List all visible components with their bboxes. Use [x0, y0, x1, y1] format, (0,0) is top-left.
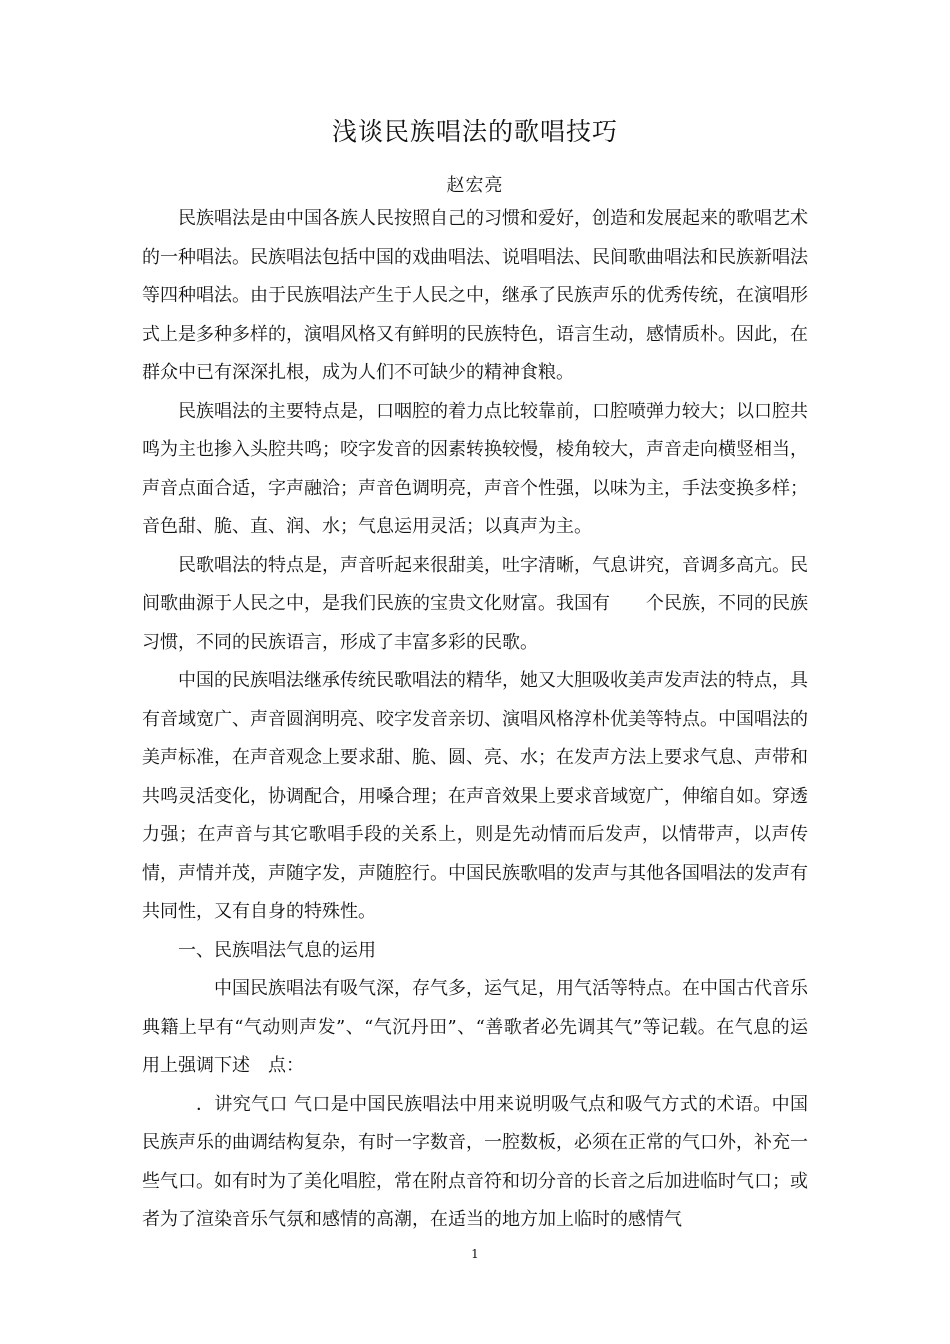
paragraph: 中国的民族唱法继承传统民歌唱法的精华，她又大胆吸收美声发声法的特点，具有音域宽广、声音圆润明亮、咬字发音亲切、演唱风格淳朴优美等特点。中国唱法的美声标准，在声音观念上要求甜、脆、圆、亮、水；在发声方法上要求气息、声带和共鸣灵活变化，协调配合，用嗓合理；在声音效果上要求音域宽广，伸缩自如。穿透力强；在声音与其它歌唱手段的关系上，则是先动情而后发声，以情带声，以声传情，声情并茂，声随字发，声随腔行。中国民族歌唱的发声与其他各国唱法的发声有共同性，又有自身的特殊性。 [142, 670, 808, 922]
section-paragraph: 中国民族唱法有吸气深，存气多，运气足，用气活等特点。在中国古代音乐典籍上早有“气动则声发”、“气沉丹田”、“善歌者必先调其气”等记载。在气息的运用上强调下述 点： [142, 978, 808, 1076]
list-item-paragraph: ．讲究气口 气口是中国民族唱法中用来说明吸气点和吸气方式的术语。中国民族声乐的曲调结构复杂，有时一字数音，一腔数板，必须在正常的气口外，补充一些气口。如有时为了美化唱腔，常在附点音符和切分音的长音之后加进临时气口；或者为了渲染音乐气氛和感情的高潮，在适当的地方加上临时的感情气 [142, 1093, 808, 1230]
document-body [142, 200, 808, 1240]
section-heading: 一、民族唱法气息的运用 [178, 939, 376, 961]
paragraph: 民歌唱法的特点是，声音听起来很甜美，吐字清晰，气息讲究，音调多高亢。民间歌曲源于人民之中，是我们民族的宝贵文化财富。我国有 个民族，不同的民族习惯，不同的民族语言，形成了丰富多彩的民歌。 [142, 554, 808, 653]
document-title: 浅谈民族唱法的歌唱技巧 [331, 117, 618, 146]
paragraph: 民族唱法的主要特点是，口咽腔的着力点比较靠前，口腔喷弹力较大；以口腔共鸣为主也掺入头腔共鸣；咬字发音的因素转换较慢，棱角较大，声音走向横竖相当，声音点面合适，字声融洽；声音色调明亮，声音个性强，以味为主，手法变换多样；音色甜、脆、直、润、水；气息运用灵活；以真声为主。 [142, 400, 808, 537]
document-author: 赵宏亮 [446, 175, 504, 196]
page-number: 1 [471, 1247, 479, 1261]
paragraph: 民族唱法是由中国各族人民按照自己的习惯和爱好，创造和发展起来的歌唱艺术的一种唱法。民族唱法包括中国的戏曲唱法、说唱唱法、民间歌曲唱法和民族新唱法等四种唱法。由于民族唱法产生于人民之中，继承了民族声乐的优秀传统，在演唱形式上是多种多样的，演唱风格又有鲜明的民族特色，语言生动，感情质朴。因此，在群众中已有深深扎根，成为人们不可缺少的精神食粮。 [142, 208, 808, 383]
